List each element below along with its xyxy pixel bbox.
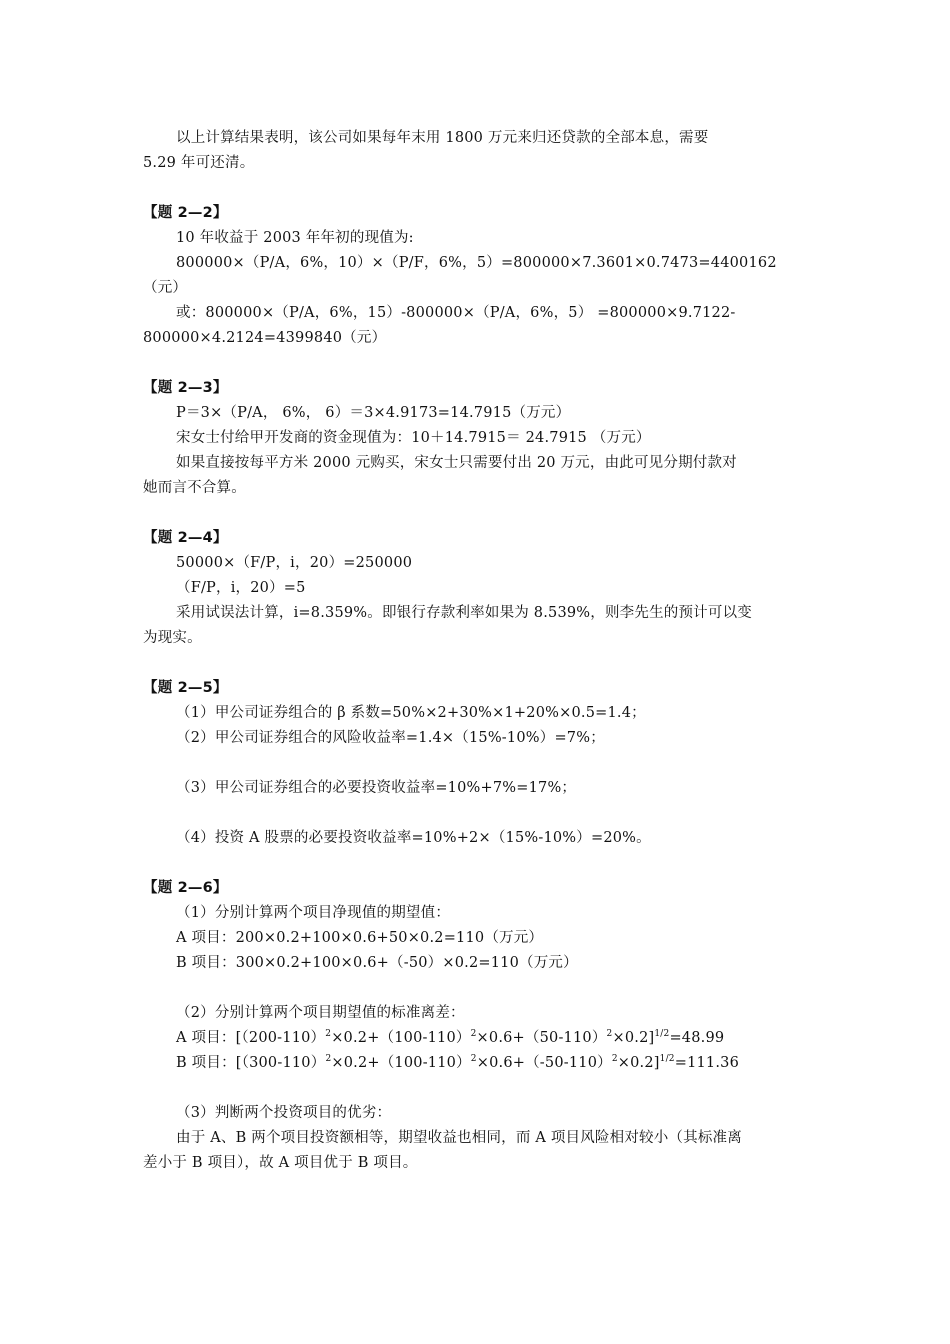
q26-line-1: （1）分别计算两个项目净现值的期望值： — [176, 905, 451, 921]
superscript-half: 1/2 — [659, 1054, 675, 1065]
q26-line-6: 由于 A、B 两个项目投资额相等，期望收益也相同，而 A 项目风险相对较小（其标准离 — [176, 1130, 742, 1146]
q26-line-3: B 项目：300×0.2+100×0.6+（-50）×0.2=110（万元） — [176, 955, 578, 971]
formula-a-part-4: ×0.2] — [612, 1030, 655, 1046]
intro-line-1: 以上计算结果表明，该公司如果每年末用 1800 万元来归还贷款的全部本息，需要 — [176, 130, 709, 146]
superscript-half: 1/2 — [654, 1029, 670, 1040]
q25-line-2: （2）甲公司证券组合的风险收益率=1.4×（15%-10%）=7%； — [176, 730, 605, 746]
formula-b-part-1: B 项目：[（300-110） — [176, 1055, 326, 1071]
q23-line-1: P＝3×（P/A， 6%， 6）＝3×4.9173=14.7915（万元） — [176, 405, 571, 421]
q25-line-1: （1）甲公司证券组合的 β 系数=50%×2+30%×1+20%×0.5=1.4； — [176, 705, 646, 721]
q25-line-4: （4）投资 A 股票的必要投资收益率=10%+2×（15%-10%）=20%。 — [176, 830, 651, 846]
formula-a-part-1: A 项目：[（200-110） — [176, 1030, 326, 1046]
q22-line-1: 10 年收益于 2003 年年初的现值为: — [176, 230, 414, 246]
superscript-2: 2 — [611, 1054, 618, 1065]
q22-line-2: 800000×（P/A，6%，10）×（P/F，6%，5）=800000×7.3601×0.7473=4400162 — [176, 255, 777, 271]
q26-formula-b — [176, 1053, 739, 1073]
formula-b-part-3: ×0.6+（-50-110） — [476, 1055, 612, 1071]
q22-line-5: 800000×4.2124=4399840（元） — [143, 330, 387, 346]
q23-heading: 【题 2—3】 — [143, 380, 228, 396]
q22-heading: 【题 2—2】 — [143, 205, 228, 221]
q22-line-3: （元） — [143, 280, 188, 296]
q23-line-2: 宋女士付给甲开发商的资金现值为：10＋14.7915＝ 24.7915 （万元） — [176, 430, 651, 446]
superscript-2: 2 — [470, 1029, 477, 1040]
q26-line-2: A 项目：200×0.2+100×0.6+50×0.2=110（万元） — [176, 930, 544, 946]
q23-line-3: 如果直接按每平方米 2000 元购买，宋女士只需要付出 20 万元，由此可见分期付款对 — [176, 455, 737, 471]
q22-line-4: 或：800000×（P/A，6%，15）-800000×（P/A，6%，5） =800000×9.7122- — [176, 305, 736, 321]
q26-formula-a — [176, 1028, 724, 1048]
q24-heading: 【题 2—4】 — [143, 530, 228, 546]
q24-line-4: 为现实。 — [143, 630, 202, 646]
superscript-2: 2 — [606, 1029, 613, 1040]
q26-line-5: （3）判断两个投资项目的优劣： — [176, 1105, 392, 1121]
superscript-2: 2 — [470, 1054, 477, 1065]
formula-b-part-2: ×0.2+（100-110） — [331, 1055, 471, 1071]
q25-line-3: （3）甲公司证券组合的必要投资收益率=10%+7%=17%； — [176, 780, 577, 796]
formula-b-part-4: ×0.2] — [617, 1055, 660, 1071]
formula-a-part-2: ×0.2+（100-110） — [331, 1030, 471, 1046]
superscript-2: 2 — [325, 1054, 332, 1065]
q23-line-4: 她而言不合算。 — [143, 480, 246, 496]
q26-line-7: 差小于 B 项目），故 A 项目优于 B 项目。 — [143, 1155, 418, 1171]
formula-a-result: =48.99 — [669, 1030, 725, 1046]
formula-b-result: =111.36 — [674, 1055, 740, 1071]
q24-line-2: （F/P，i，20）=5 — [176, 580, 306, 596]
q26-line-4: （2）分别计算两个项目期望值的标准离差： — [176, 1005, 465, 1021]
intro-line-2: 5.29 年可还清。 — [143, 155, 255, 171]
q24-line-1: 50000×（F/P，i，20）=250000 — [176, 555, 413, 571]
q26-heading: 【题 2—6】 — [143, 880, 228, 896]
formula-a-part-3: ×0.6+（50-110） — [476, 1030, 607, 1046]
superscript-2: 2 — [325, 1029, 332, 1040]
q24-line-3: 采用试误法计算，i=8.359%。即银行存款利率如果为 8.539%，则李先生的预计可以变 — [176, 605, 752, 621]
q25-heading: 【题 2—5】 — [143, 680, 228, 696]
